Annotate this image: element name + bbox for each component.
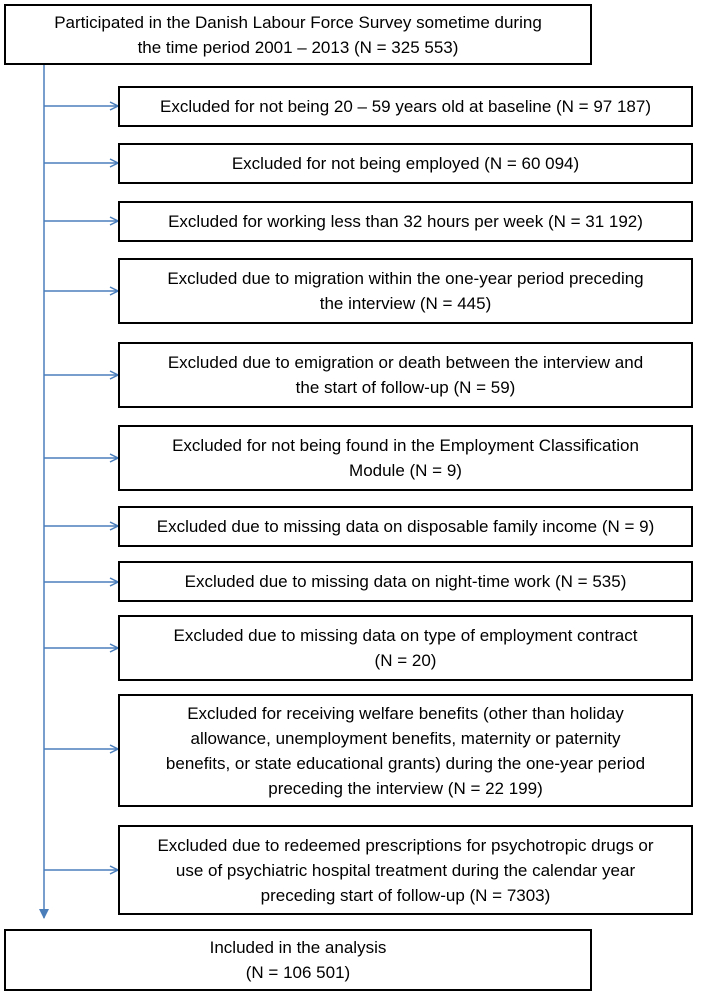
exclusion-psychotropic-line-2: use of psychiatric hospital treatment during the calendar year bbox=[175, 860, 636, 880]
exclusion-box-welfare-benefits bbox=[118, 694, 693, 807]
exclusion-psychotropic-line-3: preceding start of follow-up (N = 7303) bbox=[260, 885, 551, 905]
exclusion-emigration-line-2: the start of follow-up (N = 59) bbox=[295, 378, 516, 397]
exclusion-age-line-1: Excluded for not being 20 – 59 years old at baseline (N = 97 187) bbox=[160, 97, 651, 116]
exclusion-migration-line-1: Excluded due to migration within the one-year period preceding bbox=[167, 269, 644, 288]
exclusion-welfare-line-1: Excluded for receiving welfare benefits (other than holiday bbox=[187, 703, 624, 723]
exclusion-classification-line-1: Excluded for not being found in the Employment Classification bbox=[172, 436, 639, 455]
exclusion-box-night-work bbox=[118, 561, 693, 602]
exclusion-welfare-line-4: preceding the interview (N = 22 199) bbox=[268, 778, 543, 798]
exclusion-box-psychotropic bbox=[118, 825, 693, 915]
exclusion-psychotropic-line-1: Excluded due to redeemed prescriptions for psychotropic drugs or bbox=[157, 835, 654, 855]
exclusion-box-migration bbox=[118, 258, 693, 324]
included-line-2: (N = 106 501) bbox=[245, 963, 351, 982]
exclusion-income-line-1: Excluded due to missing data on disposable family income (N = 9) bbox=[156, 517, 655, 536]
exclusion-emigration-line-1: Excluded due to emigration or death between the interview and bbox=[167, 353, 644, 372]
exclusion-employment-line-1: Excluded for not being employed (N = 60 094) bbox=[231, 154, 580, 173]
exclusion-box-working-hours bbox=[118, 201, 693, 242]
exclusion-welfare-line-3: benefits, or state educational grants) during the one-year period bbox=[165, 753, 646, 773]
exclusion-contract-line-2: (N = 20) bbox=[374, 651, 437, 670]
source-population-line-1: Participated in the Danish Labour Force Survey sometime during bbox=[54, 12, 542, 32]
exclusion-box-emigration-death bbox=[118, 342, 693, 408]
exclusion-box-family-income bbox=[118, 506, 693, 547]
exclusion-box-employment bbox=[118, 143, 693, 184]
exclusion-box-age bbox=[118, 86, 693, 127]
exclusion-classification-line-2: Module (N = 9) bbox=[349, 461, 462, 480]
exclusion-welfare-line-2: allowance, unemployment benefits, maternity or paternity bbox=[190, 728, 621, 748]
exclusion-working-hours-line-1: Excluded for working less than 32 hours per week (N = 31 192) bbox=[168, 212, 643, 231]
source-population-box bbox=[4, 4, 592, 65]
included-analysis-box bbox=[4, 929, 592, 991]
included-line-1: Included in the analysis bbox=[209, 938, 387, 957]
exclusion-box-employment-contract bbox=[118, 615, 693, 681]
exclusion-contract-line-1: Excluded due to missing data on type of employment contract bbox=[173, 626, 638, 645]
exclusion-box-employment-classification bbox=[118, 425, 693, 491]
source-population-line-2: the time period 2001 – 2013 (N = 325 553) bbox=[137, 37, 459, 57]
exclusion-night-work-line-1: Excluded due to missing data on night-time work (N = 535) bbox=[184, 572, 627, 591]
exclusion-migration-line-2: the interview (N = 445) bbox=[319, 294, 492, 313]
